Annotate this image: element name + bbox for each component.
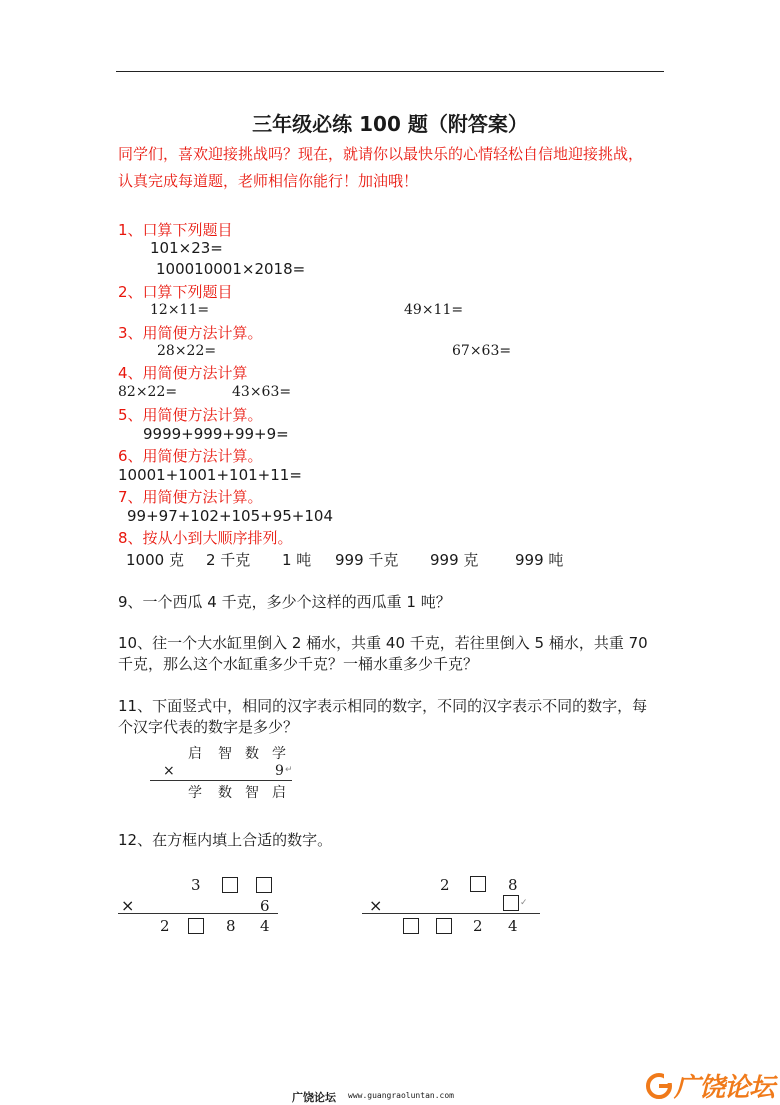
q7-heading: 7、用简便方法计算。 xyxy=(118,488,263,506)
q12-left-multiplier: 6 xyxy=(260,897,270,915)
q12-right-result-digit-2: 4 xyxy=(508,917,518,935)
q12-right-top-digit-2: 8 xyxy=(508,876,518,894)
q12-right-times-sign: × xyxy=(369,896,383,915)
q11-rule xyxy=(150,780,292,781)
footer-site-name: 广饶论坛 xyxy=(292,1091,336,1104)
forum-logo-text: 广饶论坛 xyxy=(673,1073,774,1103)
q11-top-digit-4: 学 xyxy=(272,746,286,762)
forum-logo-icon xyxy=(644,1071,674,1101)
q12-right-top-digit-1: 2 xyxy=(440,876,450,894)
q1-item-1: 101×23= xyxy=(150,239,223,257)
q12-right-check-mark: ✓ xyxy=(520,898,528,908)
q6-heading: 6、用简便方法计算。 xyxy=(118,447,263,465)
q10-line-2: 千克，那么这个水缸重多少千克？一桶水重多少千克？ xyxy=(118,655,479,673)
q6-item-1: 10001+1001+101+11= xyxy=(118,466,302,484)
header-rule xyxy=(116,71,664,72)
q3-item-1: 28×22= xyxy=(157,343,217,359)
q12-left-times-sign: × xyxy=(121,896,135,915)
q2-heading: 2、口算下列题目 xyxy=(118,283,233,301)
q12-left-result-digit-2: 8 xyxy=(226,917,236,935)
intro-line-1: 同学们，喜欢迎接挑战吗？现在，就请你以最快乐的心情轻松自信地迎接挑战， xyxy=(118,145,644,163)
q5-heading: 5、用简便方法计算。 xyxy=(118,406,263,424)
q12-right-blank-box-3[interactable] xyxy=(403,918,419,934)
q9-text: 9、一个西瓜 4 千克，多少个这样的西瓜重 1 吨？ xyxy=(118,593,451,611)
footer-url[interactable]: www.guangraoluntan.com xyxy=(348,1091,454,1100)
q7-item-1: 99+97+102+105+95+104 xyxy=(127,507,333,525)
q4-heading: 4、用简便方法计算 xyxy=(118,364,248,382)
q3-item-2: 67×63= xyxy=(452,343,512,359)
q11-result-digit-2: 数 xyxy=(218,785,232,801)
q8-item-6: 999 吨 xyxy=(515,551,564,569)
q10-line-1: 10、往一个大水缸里倒入 2 桶水，共重 40 千克，若往里倒入 5 桶水，共重 70 xyxy=(118,634,648,652)
q11-result-digit-3: 智 xyxy=(245,785,259,801)
q8-heading: 8、按从小到大顺序排列。 xyxy=(118,529,293,547)
q12-right-result-digit-1: 2 xyxy=(473,917,483,935)
q11-line-2: 个汉字代表的数字是多少？ xyxy=(118,718,299,736)
q12-right-rule xyxy=(362,913,540,914)
q8-item-1: 1000 克 xyxy=(126,551,184,569)
q12-heading: 12、在方框内填上合适的数字。 xyxy=(118,831,333,849)
q1-heading: 1、口算下列题目 xyxy=(118,221,233,239)
q11-top-digit-2: 智 xyxy=(218,746,232,762)
q12-right-blank-box-1[interactable] xyxy=(470,876,486,892)
q12-left-rule xyxy=(118,913,278,914)
q12-left-blank-box-3[interactable] xyxy=(188,918,204,934)
q11-multiplier: 9 xyxy=(275,763,284,779)
q4-item-1: 82×22= xyxy=(118,384,178,400)
q11-return-mark: ↵ xyxy=(285,765,293,775)
q12-left-top-digit-1: 3 xyxy=(191,876,201,894)
q12-left-result-digit-1: 2 xyxy=(160,917,170,935)
q11-times-sign: × xyxy=(163,763,175,779)
page-title: 三年级必练 100 题（附答案） xyxy=(252,112,528,136)
q5-item-1: 9999+999+99+9= xyxy=(143,425,289,443)
q8-item-4: 999 千克 xyxy=(335,551,399,569)
q1-item-2: 100010001×2018= xyxy=(156,260,306,278)
q12-right-blank-box-2[interactable] xyxy=(503,895,519,911)
q8-item-2: 2 千克 xyxy=(206,551,251,569)
intro-line-2: 认真完成每道题，老师相信你能行！加油哦！ xyxy=(118,172,419,190)
forum-logo xyxy=(644,1067,774,1104)
q11-top-digit-3: 数 xyxy=(245,746,259,762)
q12-right-blank-box-4[interactable] xyxy=(436,918,452,934)
q8-item-5: 999 克 xyxy=(430,551,479,569)
q12-left-blank-box-1[interactable] xyxy=(222,877,238,893)
q2-item-2: 49×11= xyxy=(404,302,464,318)
q12-left-result-digit-3: 4 xyxy=(260,917,270,935)
q11-top-digit-1: 启 xyxy=(188,746,202,762)
q11-line-1: 11、下面竖式中，相同的汉字表示相同的数字，不同的汉字表示不同的数字，每 xyxy=(118,697,648,715)
q8-item-3: 1 吨 xyxy=(282,551,312,569)
q3-heading: 3、用简便方法计算。 xyxy=(118,324,263,342)
q2-item-1: 12×11= xyxy=(150,302,210,318)
q11-result-digit-1: 学 xyxy=(188,785,202,801)
q11-result-digit-4: 启 xyxy=(272,785,286,801)
q4-item-2: 43×63= xyxy=(232,384,292,400)
q12-left-blank-box-2[interactable] xyxy=(256,877,272,893)
